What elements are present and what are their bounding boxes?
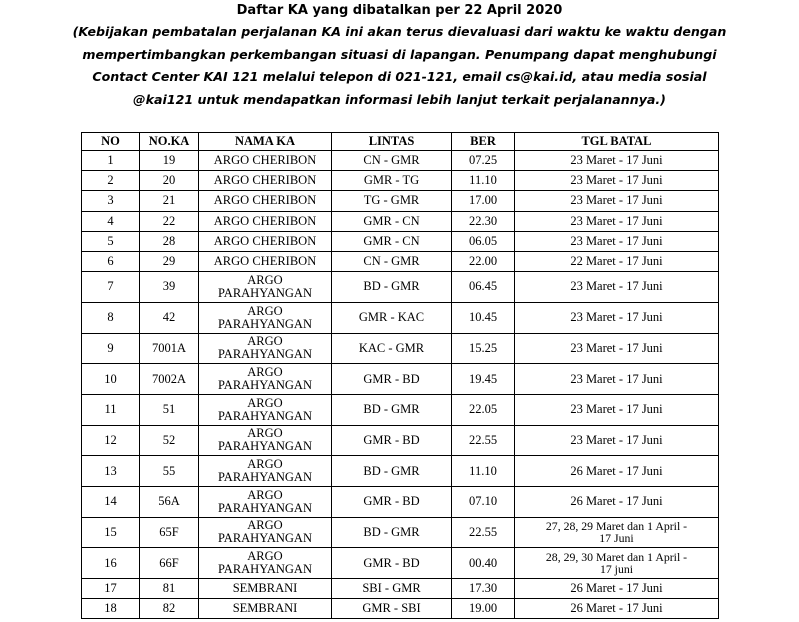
- cell-lintas: KAC - GMR: [332, 333, 452, 364]
- table-row: [82, 302, 719, 333]
- cell-nama-ka: [199, 251, 332, 271]
- cell-tgl-batal: 26 Maret - 17 Juni: [515, 456, 719, 487]
- cell-nama-ka-line: PARAHYANGAN: [217, 347, 312, 362]
- cell-lintas: SBI - GMR: [332, 579, 452, 599]
- cell-nama-ka-line: ARGO: [247, 334, 283, 349]
- cell-tgl-batal: 23 Maret - 17 Juni: [515, 425, 719, 456]
- cell-nama-ka: [199, 517, 332, 548]
- cell-no-ka: 7001A: [140, 333, 199, 364]
- cell-no: 8: [82, 302, 140, 333]
- cell-nama-ka: [199, 456, 332, 487]
- cell-lintas: GMR - CN: [332, 231, 452, 251]
- cell-lintas: CN - GMR: [332, 251, 452, 271]
- cell-lintas: GMR - BD: [332, 364, 452, 395]
- cell-tgl-batal: 23 Maret - 17 Juni: [515, 151, 719, 171]
- cell-tgl-batal: 23 Maret - 17 Juni: [515, 272, 719, 303]
- cell-no-ka: 19: [140, 151, 199, 171]
- cell-lintas: GMR - BD: [332, 548, 452, 579]
- cell-tgl-batal-line: 17 juni: [599, 562, 634, 577]
- cell-no-ka: 29: [140, 251, 199, 271]
- cell-nama-ka-line: PARAHYANGAN: [217, 378, 312, 393]
- cell-tgl-batal-line: 28, 29, 30 Maret dan 1 April -: [545, 550, 688, 565]
- cell-no-ka: 42: [140, 302, 199, 333]
- header-tgl-batal: TGL BATAL: [515, 133, 719, 151]
- cell-nama-ka-line: PARAHYANGAN: [217, 562, 312, 577]
- cell-lintas: GMR - SBI: [332, 599, 452, 619]
- cell-nama-ka-line: ARGO CHERIBON: [213, 213, 317, 228]
- cell-nama-ka: [199, 211, 332, 231]
- cell-nama-ka-line: SEMBRANI: [232, 601, 298, 616]
- cell-tgl-batal: [515, 517, 719, 548]
- cell-nama-ka-line: PARAHYANGAN: [217, 408, 312, 423]
- cell-ber: 17.30: [452, 579, 515, 599]
- cell-nama-ka: [199, 394, 332, 425]
- cell-nama-ka: [199, 191, 332, 211]
- cell-lintas: GMR - BD: [332, 486, 452, 517]
- cell-nama-ka-line: ARGO: [247, 365, 283, 380]
- cell-nama-ka-line: PARAHYANGAN: [217, 285, 312, 300]
- table-row: [82, 517, 719, 548]
- cell-no-ka: 55: [140, 456, 199, 487]
- cell-nama-ka-line: ARGO CHERIBON: [213, 254, 317, 269]
- cell-tgl-batal: 23 Maret - 17 Juni: [515, 211, 719, 231]
- cell-lintas: GMR - BD: [332, 425, 452, 456]
- table-header-row: [82, 133, 719, 151]
- cell-nama-ka: [199, 151, 332, 171]
- cell-nama-ka-line: ARGO CHERIBON: [213, 153, 317, 168]
- cell-lintas: BD - GMR: [332, 456, 452, 487]
- cell-ber: 22.55: [452, 425, 515, 456]
- cell-nama-ka: [199, 171, 332, 191]
- cell-nama-ka: [199, 486, 332, 517]
- table-row: [82, 333, 719, 364]
- document-header: [0, 0, 799, 111]
- cell-nama-ka-line: ARGO: [247, 549, 283, 564]
- cell-tgl-batal: 23 Maret - 17 Juni: [515, 394, 719, 425]
- cell-no-ka: 20: [140, 171, 199, 191]
- cell-no-ka: 39: [140, 272, 199, 303]
- header-ber: BER: [452, 133, 515, 151]
- table-row: [82, 486, 719, 517]
- cell-ber: 06.05: [452, 231, 515, 251]
- cell-no: 17: [82, 579, 140, 599]
- cell-ber: 10.45: [452, 302, 515, 333]
- cell-tgl-batal: [515, 548, 719, 579]
- cell-tgl-batal: 23 Maret - 17 Juni: [515, 231, 719, 251]
- table-body: [82, 151, 719, 619]
- cell-ber: 15.25: [452, 333, 515, 364]
- table-row: [82, 394, 719, 425]
- table-row: [82, 191, 719, 211]
- cell-nama-ka-line: ARGO: [247, 457, 283, 472]
- table-row: [82, 251, 719, 271]
- cell-nama-ka-line: PARAHYANGAN: [217, 470, 312, 485]
- table-row: [82, 579, 719, 599]
- cell-lintas: GMR - CN: [332, 211, 452, 231]
- cell-tgl-batal: 23 Maret - 17 Juni: [515, 364, 719, 395]
- cell-nama-ka: [199, 364, 332, 395]
- cancelled-trains-table: [81, 132, 719, 619]
- policy-note-line: (Kebijakan pembatalan perjalanan KA ini akan terus dievaluasi dari waktu ke waktu dengan: [72, 24, 727, 39]
- cell-ber: 22.30: [452, 211, 515, 231]
- cell-nama-ka-line: PARAHYANGAN: [217, 439, 312, 454]
- cell-nama-ka-line: ARGO CHERIBON: [213, 233, 317, 248]
- cell-no: 13: [82, 456, 140, 487]
- cell-nama-ka-line: ARGO CHERIBON: [213, 173, 317, 188]
- cell-no-ka: 21: [140, 191, 199, 211]
- table-row: [82, 548, 719, 579]
- cell-lintas: GMR - TG: [332, 171, 452, 191]
- cell-no-ka: 66F: [140, 548, 199, 579]
- cell-nama-ka-line: ARGO: [247, 395, 283, 410]
- cell-no: 2: [82, 171, 140, 191]
- cell-no: 6: [82, 251, 140, 271]
- cell-nama-ka-line: ARGO: [247, 303, 283, 318]
- cell-lintas: TG - GMR: [332, 191, 452, 211]
- cell-ber: 11.10: [452, 456, 515, 487]
- cell-ber: 19.00: [452, 599, 515, 619]
- cell-no: 14: [82, 486, 140, 517]
- cell-tgl-batal: 26 Maret - 17 Juni: [515, 579, 719, 599]
- header-no: NO: [82, 133, 140, 151]
- cell-tgl-batal-line: 27, 28, 29 Maret dan 1 April -: [545, 519, 688, 534]
- cell-ber: 07.25: [452, 151, 515, 171]
- cell-nama-ka-line: PARAHYANGAN: [217, 500, 312, 515]
- cell-no: 12: [82, 425, 140, 456]
- cell-tgl-batal: 23 Maret - 17 Juni: [515, 333, 719, 364]
- cell-no: 4: [82, 211, 140, 231]
- cell-no: 16: [82, 548, 140, 579]
- policy-note-line: Contact Center KAI 121 melalui telepon di 021-121, email cs@kai.id, atau media sosial: [92, 69, 707, 84]
- cell-no-ka: 52: [140, 425, 199, 456]
- header-no-ka: NO.KA: [140, 133, 199, 151]
- cell-lintas: BD - GMR: [332, 517, 452, 548]
- cell-lintas: BD - GMR: [332, 394, 452, 425]
- document-title: Daftar KA yang dibatalkan per 22 April 2020: [236, 3, 563, 18]
- cell-nama-ka-line: PARAHYANGAN: [217, 531, 312, 546]
- table-row: [82, 599, 719, 619]
- cell-no: 3: [82, 191, 140, 211]
- cell-nama-ka: [199, 548, 332, 579]
- cell-no-ka: 82: [140, 599, 199, 619]
- cell-tgl-batal: 26 Maret - 17 Juni: [515, 599, 719, 619]
- cell-nama-ka: [199, 579, 332, 599]
- cell-no: 1: [82, 151, 140, 171]
- cell-nama-ka: [199, 333, 332, 364]
- cell-nama-ka: [199, 302, 332, 333]
- cell-tgl-batal: 26 Maret - 17 Juni: [515, 486, 719, 517]
- cell-no: 10: [82, 364, 140, 395]
- cell-tgl-batal: 22 Maret - 17 Juni: [515, 251, 719, 271]
- cell-nama-ka-line: ARGO: [247, 272, 283, 287]
- cell-lintas: CN - GMR: [332, 151, 452, 171]
- cell-ber: 06.45: [452, 272, 515, 303]
- cell-no: 15: [82, 517, 140, 548]
- cell-tgl-batal: 23 Maret - 17 Juni: [515, 171, 719, 191]
- cell-nama-ka-line: PARAHYANGAN: [217, 316, 312, 331]
- policy-note: [40, 21, 760, 111]
- table-row: [82, 231, 719, 251]
- cell-no: 5: [82, 231, 140, 251]
- cell-ber: 22.55: [452, 517, 515, 548]
- header-lintas: LINTAS: [332, 133, 452, 151]
- cell-tgl-batal: 23 Maret - 17 Juni: [515, 302, 719, 333]
- cell-lintas: GMR - KAC: [332, 302, 452, 333]
- cell-nama-ka: [199, 425, 332, 456]
- cell-no-ka: 56A: [140, 486, 199, 517]
- cell-ber: 17.00: [452, 191, 515, 211]
- table-row: [82, 272, 719, 303]
- cell-lintas: BD - GMR: [332, 272, 452, 303]
- table-row: [82, 456, 719, 487]
- cell-ber: 22.00: [452, 251, 515, 271]
- cell-no-ka: 28: [140, 231, 199, 251]
- cell-ber: 00.40: [452, 548, 515, 579]
- cell-no-ka: 7002A: [140, 364, 199, 395]
- cell-no-ka: 81: [140, 579, 199, 599]
- cell-no-ka: 65F: [140, 517, 199, 548]
- policy-note-line: @kai121 untuk mendapatkan informasi lebih lanjut terkait perjalanannya.): [133, 91, 666, 107]
- cell-no: 9: [82, 333, 140, 364]
- cell-no-ka: 51: [140, 394, 199, 425]
- cell-ber: 22.05: [452, 394, 515, 425]
- policy-note-line: mempertimbangkan perkembangan situasi di lapangan. Penumpang dapat menghubungi: [82, 46, 717, 62]
- cell-nama-ka-line: ARGO: [247, 518, 283, 533]
- table-row: [82, 171, 719, 191]
- cell-tgl-batal-line: 17 Juni: [599, 531, 634, 546]
- cell-no: 11: [82, 394, 140, 425]
- cell-nama-ka: [199, 231, 332, 251]
- cell-ber: 19.45: [452, 364, 515, 395]
- table-row: [82, 425, 719, 456]
- table-row: [82, 364, 719, 395]
- cell-nama-ka: [199, 272, 332, 303]
- table-row: [82, 151, 719, 171]
- cell-nama-ka: [199, 599, 332, 619]
- cell-ber: 07.10: [452, 486, 515, 517]
- cell-tgl-batal: 23 Maret - 17 Juni: [515, 191, 719, 211]
- cell-nama-ka-line: ARGO CHERIBON: [213, 193, 317, 208]
- header-nama-ka: NAMA KA: [199, 133, 332, 151]
- cell-nama-ka-line: ARGO: [247, 426, 283, 441]
- cell-no: 18: [82, 599, 140, 619]
- cell-nama-ka-line: ARGO: [247, 487, 283, 502]
- cell-ber: 11.10: [452, 171, 515, 191]
- cell-no-ka: 22: [140, 211, 199, 231]
- cell-no: 7: [82, 272, 140, 303]
- table-row: [82, 211, 719, 231]
- cell-nama-ka-line: SEMBRANI: [232, 581, 298, 596]
